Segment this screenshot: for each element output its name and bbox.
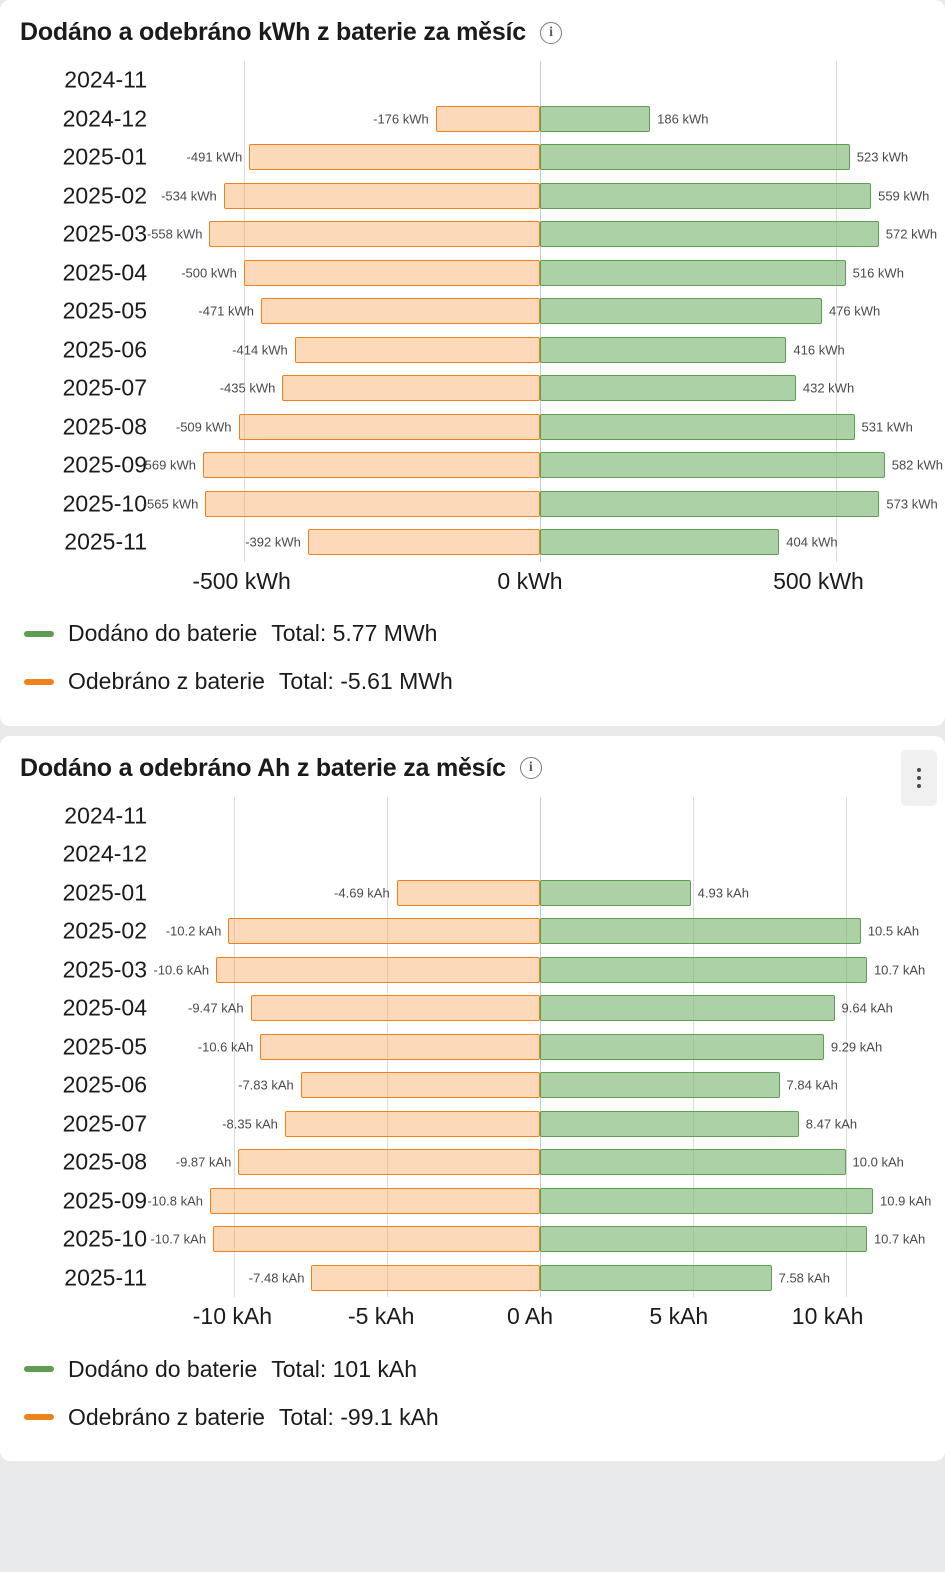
bar[interactable] [209,221,540,247]
y-axis-labels [0,61,155,562]
bar-value-label: -392 kWh [245,534,301,550]
bar-value-label: 9.29 kAh [830,1039,883,1055]
bar[interactable] [249,144,540,170]
y-axis-tick-label: 2025-04 [62,994,147,1021]
bar[interactable] [540,1111,799,1137]
bar[interactable] [540,144,850,170]
bar-value-label: -10.7 kAh [150,1231,207,1247]
bar-value-label: 573 kWh [886,496,938,512]
info-icon[interactable]: i [520,757,542,779]
bar[interactable] [540,1149,846,1175]
y-axis-tick-label: 2025-07 [62,1110,147,1137]
y-axis-tick-label: 2024-11 [64,802,147,829]
legend-item[interactable] [24,610,925,658]
bar-value-label: -509 kWh [175,419,232,435]
plot-area [147,797,932,1298]
bar[interactable] [238,1149,540,1175]
bar[interactable] [540,918,861,944]
y-axis-tick-label: 2025-09 [62,1187,147,1214]
bar-value-label: -10.6 kAh [153,962,210,978]
legend-label: Dodáno do baterie [68,1355,258,1382]
bar[interactable] [540,491,879,517]
bar[interactable] [540,1188,873,1214]
bar-value-label: 10.5 kAh [867,923,920,939]
bar-value-label: 404 kWh [786,534,838,550]
bar[interactable] [282,375,540,401]
bar[interactable] [540,414,855,440]
legend-swatch-drawn [24,679,54,685]
bar-value-label: 432 kWh [802,380,855,396]
bar-value-label: 10.7 kAh [873,1231,926,1247]
bar-value-label: -558 kWh [146,226,203,242]
y-axis-tick-label: 2025-03 [62,220,147,247]
bar[interactable] [540,1072,780,1098]
bar[interactable] [540,995,835,1021]
y-axis-tick-label: 2025-01 [62,879,147,906]
bar-value-label: 186 kWh [657,111,709,127]
bar[interactable] [260,1034,540,1060]
bar[interactable] [436,106,540,132]
bar[interactable] [540,298,822,324]
bar-value-label: 516 kWh [852,265,904,281]
x-axis-tick-label: 10 kAh [791,1303,864,1329]
bar[interactable] [213,1226,540,1252]
bar[interactable] [540,106,650,132]
bar[interactable] [251,995,540,1021]
legend-total: Total: 101 kAh [271,1355,418,1382]
bar-value-label: -7.83 kAh [238,1077,294,1093]
card-kwh [0,0,945,726]
bar-value-label: -7.48 kAh [248,1270,305,1286]
bar-value-label: 523 kWh [856,149,909,165]
bar[interactable] [205,491,540,517]
x-axis-tick-label: -5 kAh [347,1303,415,1329]
y-axis-tick-label: 2025-08 [62,413,147,440]
bar-value-label: -4.69 kAh [334,885,390,901]
bar[interactable] [224,183,540,209]
bar-value-label: -491 kWh [186,149,243,165]
y-axis-tick-label: 2025-05 [62,1033,147,1060]
y-axis-tick-label: 2025-02 [62,182,147,209]
bar[interactable] [295,337,540,363]
bar[interactable] [540,337,786,363]
y-axis-tick-label: 2025-08 [62,1148,147,1175]
bar[interactable] [540,183,871,209]
bar[interactable] [210,1188,540,1214]
bar[interactable] [540,880,691,906]
y-axis-tick-label: 2025-06 [62,336,147,363]
bar-value-label: 7.58 kAh [778,1270,830,1286]
x-axis-tick-label: -10 kAh [192,1303,273,1329]
y-axis-tick-label: 2025-05 [62,297,147,324]
bar-value-label: 416 kWh [793,342,845,358]
chart-ah [0,797,945,1342]
bar[interactable] [540,1034,824,1060]
y-axis-tick-label: 2025-04 [62,259,147,286]
bar[interactable] [397,880,540,906]
y-axis-labels [0,797,155,1298]
bar-value-label: -8.35 kAh [222,1116,278,1132]
bar-value-label: -569 kWh [140,457,196,473]
bar-value-label: -414 kWh [232,342,288,358]
legend-swatch-drawn [24,1414,54,1420]
bar-value-label: -534 kWh [161,188,217,204]
bar-value-label: -10.6 kAh [197,1039,254,1055]
y-axis-tick-label: 2025-11 [64,1264,147,1291]
bar[interactable] [540,957,867,983]
bar[interactable] [540,375,796,401]
legend-total: Total: 5.77 MWh [271,620,438,646]
y-axis-tick-label: 2024-11 [64,66,147,93]
x-axis-tick-label: 500 kWh [773,567,864,594]
bar[interactable] [216,957,540,983]
y-axis-tick-label: 2025-10 [62,1225,147,1252]
card-ah [0,736,945,1462]
info-icon[interactable]: i [540,22,562,44]
bar-value-label: -9.47 kAh [187,1000,244,1016]
y-axis-tick-label: 2024-12 [62,840,147,867]
bar-value-label: -10.8 kAh [147,1193,203,1209]
bar-value-label: 4.93 kAh [697,885,749,901]
page-title: Dodáno a odebráno kWh z baterie za měsíc [20,18,527,46]
bar[interactable] [239,414,540,440]
card-header [0,0,945,53]
bar-value-label: 10.7 kAh [873,962,926,978]
chart-kwh [0,61,945,606]
bar-value-label: 572 kWh [885,226,938,242]
bar-value-label: 531 kWh [861,419,913,435]
y-axis-tick-label: 2025-09 [62,451,147,478]
bar-value-label: -435 kWh [219,380,276,396]
legend-item[interactable] [24,1345,925,1393]
bar[interactable] [228,918,540,944]
legend-total: Total: -99.1 kAh [278,1403,439,1430]
legend-item[interactable] [24,1393,925,1441]
bar[interactable] [540,260,846,286]
bar-value-label: 9.64 kAh [841,1000,893,1016]
x-axis-tick-label: 0 kWh [497,567,563,594]
y-axis-tick-label: 2025-11 [64,528,147,555]
bar[interactable] [311,1265,540,1291]
bar[interactable] [540,529,779,555]
bar[interactable] [244,260,540,286]
bar-value-label: 10.9 kAh [880,1193,932,1209]
bar-value-label: 476 kWh [828,303,881,319]
bar[interactable] [308,529,540,555]
y-axis-tick-label: 2025-07 [62,374,147,401]
bar-value-label: 10.0 kAh [852,1154,904,1170]
card-header [0,736,945,789]
bar-value-label: 582 kWh [891,457,944,473]
legend-swatch-delivered [24,1366,54,1372]
x-axis-tick-label: -500 kWh [192,567,291,594]
legend-swatch-delivered [24,631,54,637]
chart-legend [0,606,945,726]
y-axis-tick-label: 2025-10 [62,490,147,517]
legend-label: Dodáno do baterie [68,620,258,646]
y-axis-tick-label: 2025-02 [62,917,147,944]
y-axis-tick-label: 2025-06 [62,1071,147,1098]
bar[interactable] [285,1111,540,1137]
bar-value-label: 8.47 kAh [805,1116,858,1132]
plot-area [140,61,944,562]
bar-value-label: -9.87 kAh [175,1154,232,1170]
legend-item[interactable] [24,658,925,706]
bar-value-label: 7.84 kAh [786,1077,838,1093]
legend-label: Odebráno z baterie [68,1403,265,1430]
bar[interactable] [301,1072,540,1098]
page-title: Dodáno a odebráno Ah z baterie za měsíc [20,753,506,782]
bar[interactable] [540,452,885,478]
bar[interactable] [261,298,540,324]
x-axis-tick-label: 0 Ah [506,1303,554,1329]
chart-legend [0,1341,945,1461]
y-axis-tick-label: 2025-03 [62,956,147,983]
bar[interactable] [203,452,540,478]
bar[interactable] [540,221,879,247]
bar-value-label: 559 kWh [878,188,930,204]
y-axis-tick-label: 2024-12 [62,105,147,132]
bar-value-label: -176 kWh [373,111,429,127]
y-axis-tick-label: 2025-01 [62,143,147,170]
legend-label: Odebráno z baterie [68,668,265,694]
bar[interactable] [540,1265,772,1291]
x-axis-tick-label: 5 kAh [649,1303,709,1329]
legend-total: Total: -5.61 MWh [278,668,453,694]
bar-value-label: -565 kWh [142,496,199,512]
bar-value-label: -10.2 kAh [165,923,222,939]
bar-value-label: -500 kWh [181,265,237,281]
bar[interactable] [540,1226,867,1252]
bar-value-label: -471 kWh [198,303,255,319]
